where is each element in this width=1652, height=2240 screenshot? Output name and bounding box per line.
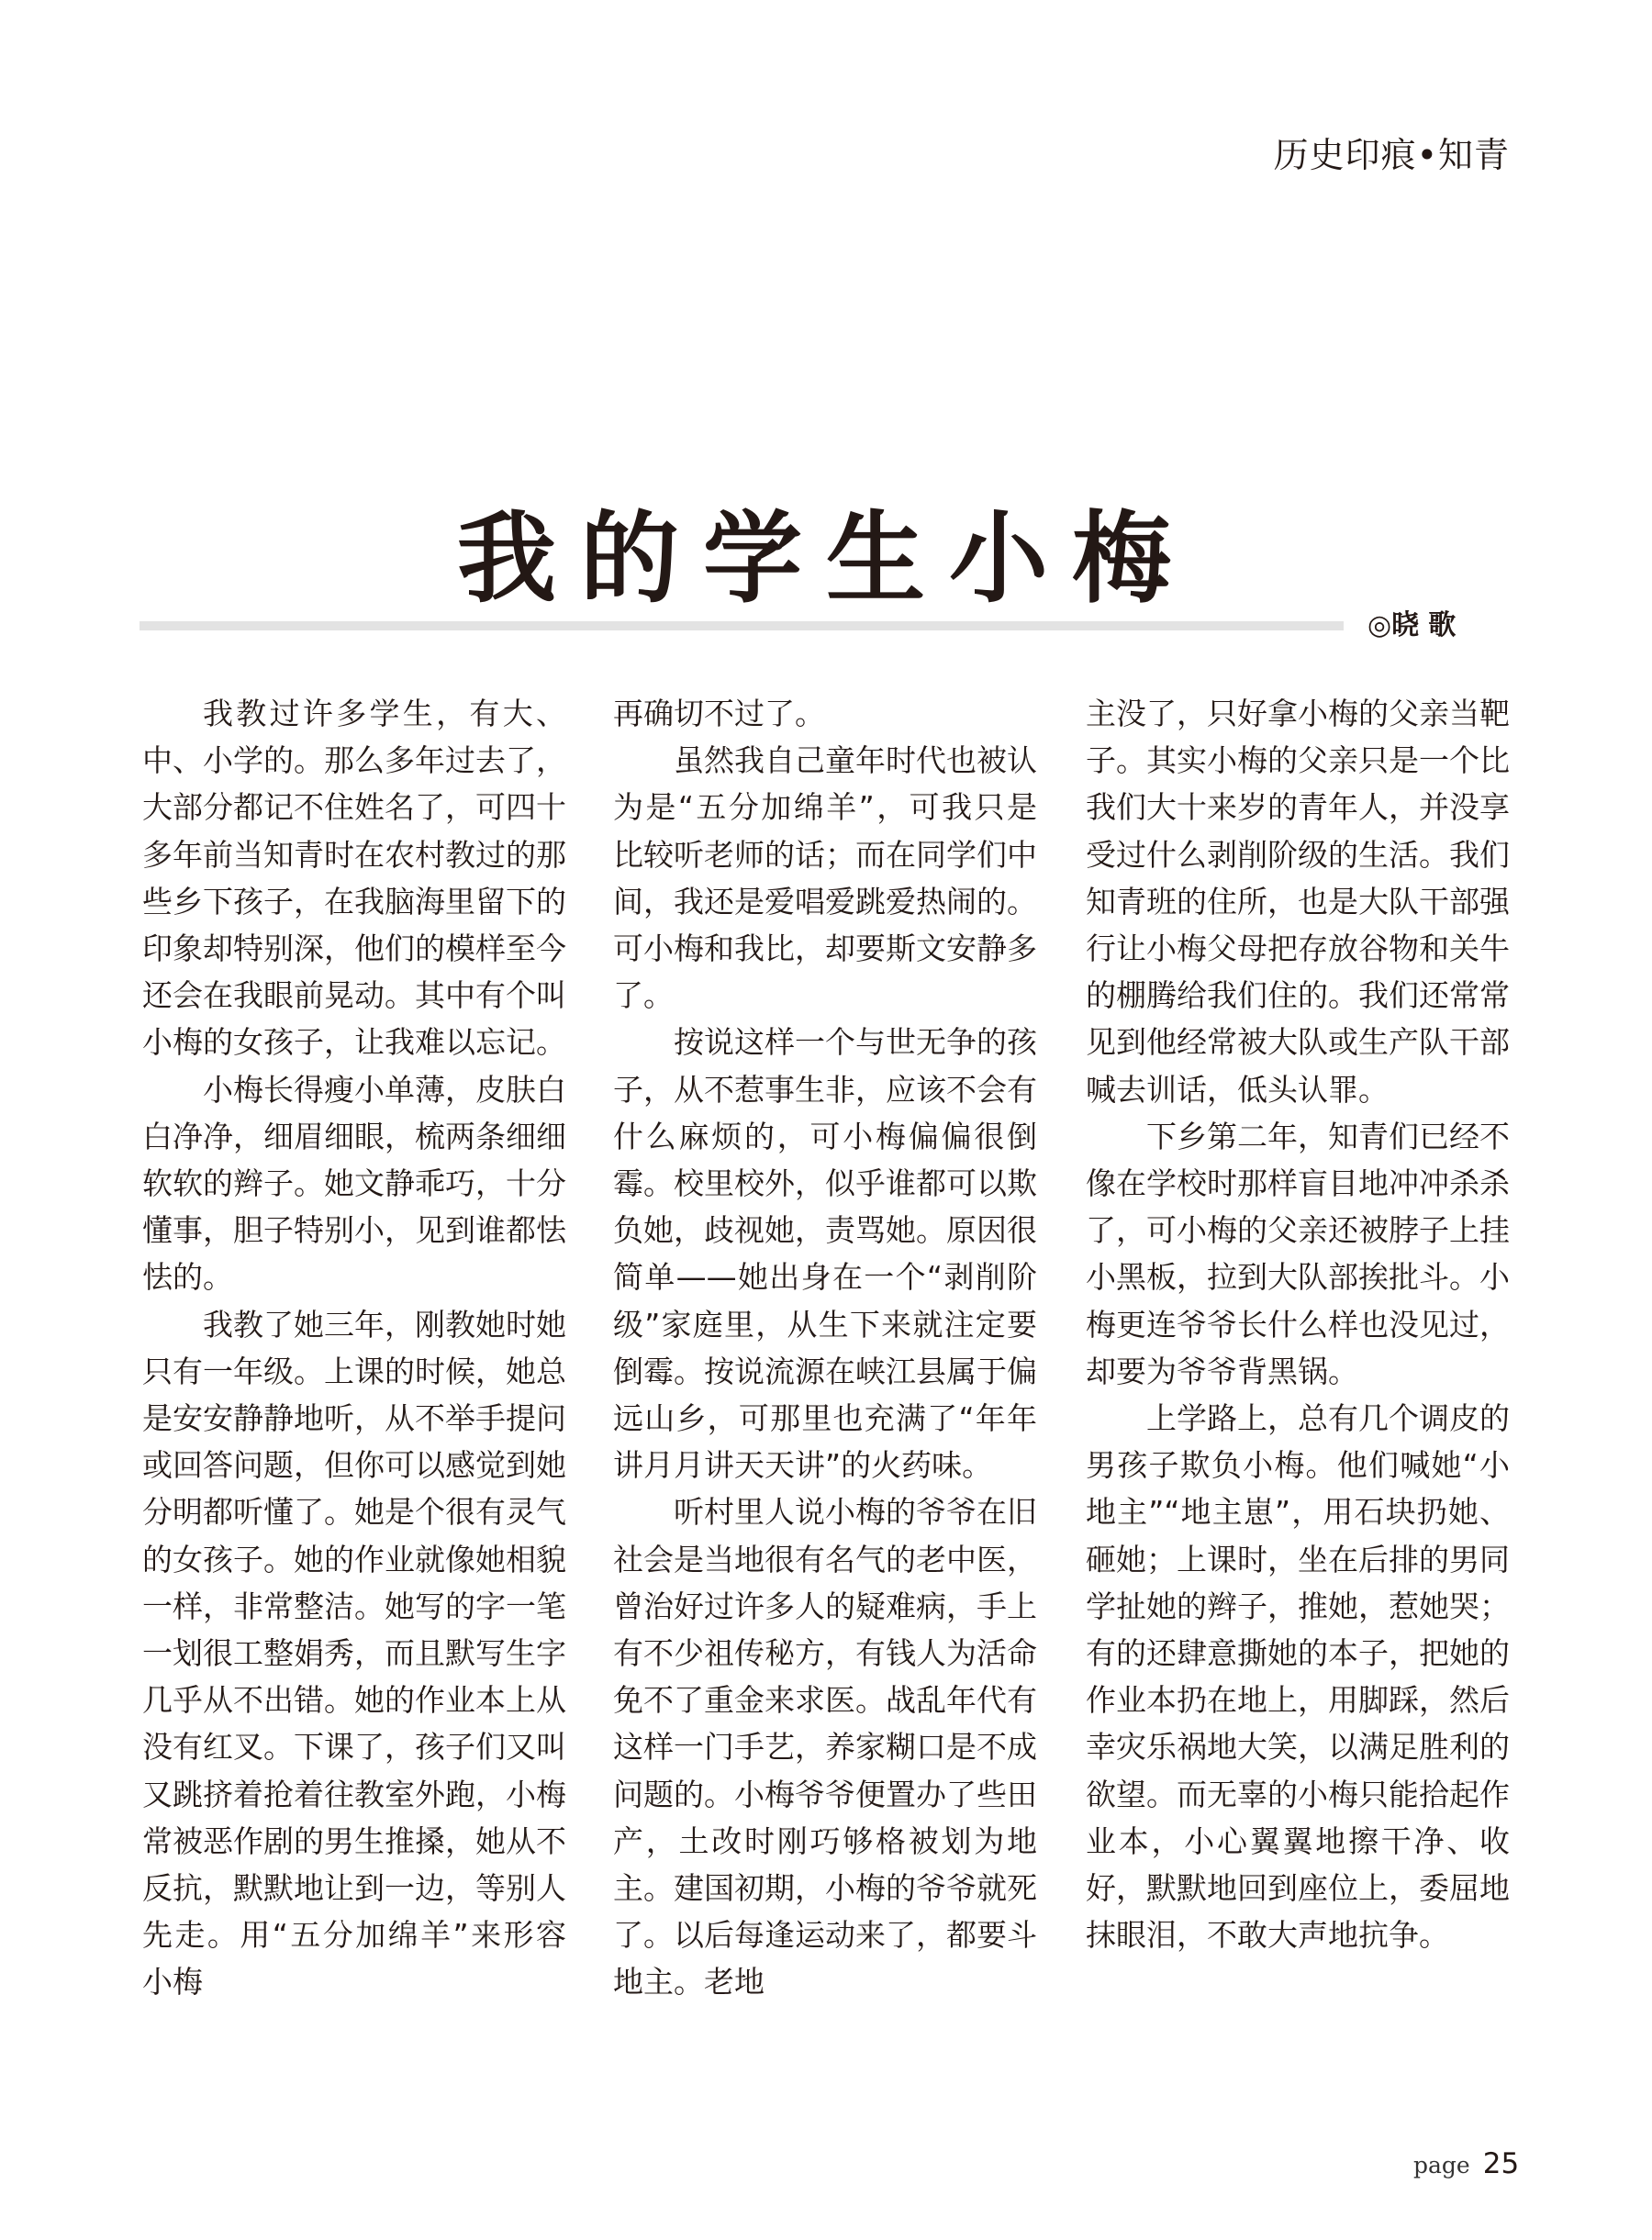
article-title: 我的学生小梅 — [456, 501, 1195, 618]
author-name-part1: ◎晓 — [1367, 609, 1420, 641]
page-footer — [1413, 2147, 1519, 2180]
page-number: 25 — [1482, 2147, 1520, 2180]
paragraph: 按说这样一个与世无争的孩子，从不惹事生非，应该不会有什么麻烦的，可小梅偏偏很倒霉。校里校外，似乎谁都可以欺负她，歧视她，责骂她。原因很简单——她出身在一个“剥削阶级”家庭里，从生下来就注定要倒霉。按说流源在峡江县属于偏远山乡，可那里也充满了“年年讲月月讲天天讲”的火药味。 — [613, 1024, 1037, 1484]
text-column-2 — [613, 690, 1037, 2006]
author-name-part2: 歌 — [1428, 609, 1457, 641]
paragraph: 小梅长得瘦小单薄，皮肤白白净净，细眉细眼，梳两条细细软软的辫子。她文静乖巧，十分懂事，胆子特别小，见到谁都怯怯的。 — [142, 1071, 566, 1296]
paragraph: 听村里人说小梅的爷爷在旧社会是当地很有名气的老中医，曾治好过许多人的疑难病，手上有不少祖传秘方，有钱人为活命免不了重金来求医。战乱年代有这样一门手艺，养家糊口是不成问题的。小梅爷爷便置办了些田产，土改时刚巧够格被划为地主。建国初期，小梅的爷爷就死了。以后每逢运动来了，都要斗地主。老地 — [613, 1494, 1037, 2000]
title-divider — [140, 621, 1344, 630]
page-label: page — [1413, 2152, 1470, 2179]
paragraph-continued: 再确切不过了。 — [613, 696, 825, 731]
section-header: 历史印痕•知青 — [1273, 135, 1510, 175]
paragraph: 我教了她三年，刚教她时她只有一年级。上课的时候，她总是安安静静地听，从不举手提问或回答问题，但你可以感觉到她分明都听懂了。她是个很有灵气的女孩子。她的作业就像她相貌一样，非常整洁。她写的字一笔一划很工整娟秀，而且默写生字几乎从不出错。她的作业本上从没有红叉。下课了，孩子们又叫又跳挤着抢着往教室外跑，小梅常被恶作剧的男生推搡，她从不反抗，默默地让到一边，等别人先走。用“五分加绵羊”来形容小梅 — [142, 1306, 566, 2000]
paragraph: 我教过许多学生，有大、中、小学的。那么多年过去了，大部分都记不住姓名了，可四十多年前当知青时在农村教过的那些乡下孩子，在我脑海里留下的印象却特别深，他们的模样至今还会在我眼前晃动。其中有个叫小梅的女孩子，让我难以忘记。 — [142, 696, 566, 1061]
paragraph: 上学路上，总有几个调皮的男孩子欺负小梅。他们喊她“小地主”“地主崽”，用石块扔她、砸她；上课时，坐在后排的男同学扯她的辫子，推她，惹她哭；有的还肆意撕她的本子，把她的作业本扔在地上，用脚踩，然后幸灾乐祸地大笑，以满足胜利的欲望。而无辜的小梅只能拾起作业本，小心翼翼地擦干净、收好，默默地回到座位上，委屈地抹眼泪，不敢大声地抗争。 — [1086, 1400, 1510, 1954]
text-column-1 — [142, 690, 566, 2006]
paragraph: 下乡第二年，知青们已经不像在学校时那样盲目地冲冲杀杀了，可小梅的父亲还被脖子上挂小黑板，拉到大队部挨批斗。小梅更连爷爷长什么样也没见过，却要为爷爷背黑锅。 — [1086, 1118, 1510, 1389]
paragraph-continued: 主没了，只好拿小梅的父亲当靶子。其实小梅的父亲只是一个比我们大十来岁的青年人，并没享受过什么剥削阶级的生活。我们知青班的住所，也是大队干部强行让小梅父母把存放谷物和关牛的棚腾给我们住的。我们还常常见到他经常被大队或生产队干部喊去训话，低头认罪。 — [1086, 696, 1510, 1108]
author-byline — [1367, 602, 1456, 642]
paragraph: 虽然我自己童年时代也被认为是“五分加绵羊”，可我只是比较听老师的话；而在同学们中间，我还是爱唱爱跳爱热闹的。可小梅和我比，却要斯文安静多了。 — [613, 742, 1037, 1014]
text-column-3 — [1086, 690, 1510, 1958]
